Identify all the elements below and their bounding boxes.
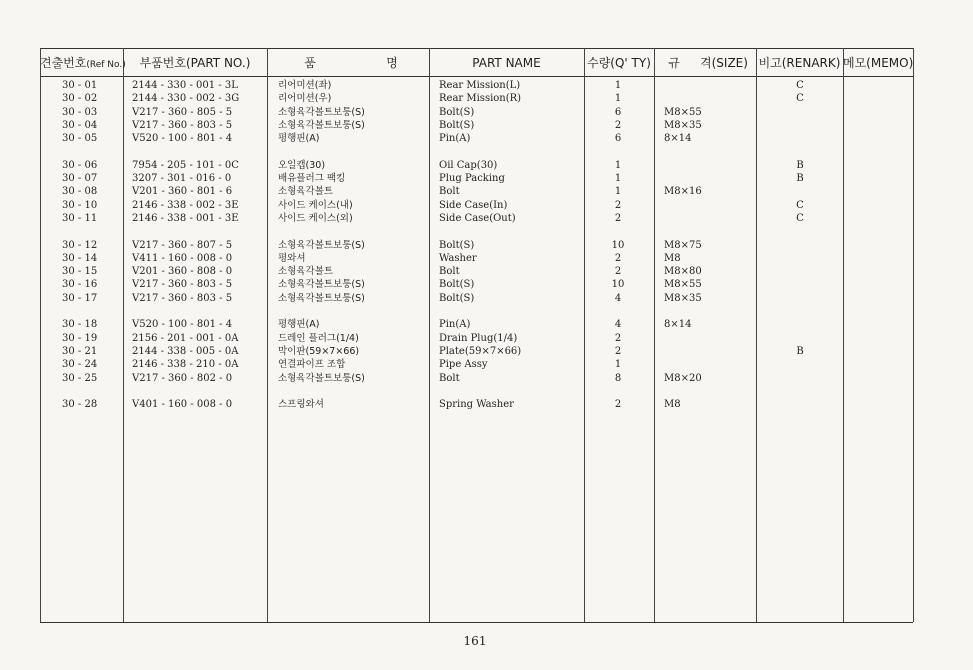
cell-korean-name: 사이드 케이스(외) — [278, 212, 353, 224]
cell-quantity: 2 — [614, 345, 622, 357]
table-row — [0, 199, 973, 212]
table-row — [0, 345, 973, 358]
cell-size: M8×20 — [664, 372, 702, 384]
cell-quantity: 2 — [614, 399, 622, 411]
cell-part-name: Bolt(S) — [439, 239, 475, 251]
cell-ref-no: 30 - 15 — [62, 266, 98, 278]
cell-part-name: Bolt — [439, 372, 460, 384]
cell-part-name: Washer — [439, 252, 477, 264]
cell-ref-no: 30 - 25 — [62, 372, 98, 384]
cell-remark: C — [796, 93, 804, 105]
cell-part-no: 2144 - 330 - 002 - 3G — [132, 93, 240, 105]
cell-quantity: 1 — [614, 359, 622, 371]
table-row — [0, 119, 973, 132]
cell-size: M8×35 — [664, 119, 702, 131]
cell-korean-name: 리어미션(좌) — [278, 80, 332, 91]
cell-size: 8×14 — [664, 133, 692, 145]
cell-part-no: 2146 - 338 - 210 - 0A — [132, 359, 239, 371]
cell-korean-name: 소형육각볼트보퉁(S) — [278, 106, 365, 118]
header-memo: 메모(MEMO) — [843, 56, 914, 70]
cell-ref-no: 30 - 17 — [62, 292, 98, 304]
cell-part-no: V217 - 360 - 807 - 5 — [132, 239, 233, 251]
table-row — [0, 332, 973, 345]
header-ref-no-sub: (Ref No.) — [86, 60, 126, 70]
cell-quantity: 4 — [614, 319, 622, 331]
cell-ref-no: 30 - 19 — [62, 332, 98, 344]
cell-quantity: 4 — [614, 292, 622, 304]
cell-part-no: V217 - 360 - 803 - 5 — [132, 279, 233, 291]
header-ref-no-label: 견출번호 — [40, 56, 87, 70]
table-row — [0, 278, 973, 291]
header-part-name: PART NAME — [472, 56, 541, 70]
cell-part-no: V401 - 160 - 008 - 0 — [132, 399, 233, 411]
cell-part-no: 2156 - 201 - 001 - 0A — [132, 332, 239, 344]
header-korean-name-2: 명 — [386, 56, 398, 70]
cell-quantity: 1 — [614, 173, 622, 185]
cell-ref-no: 30 - 11 — [62, 212, 98, 224]
header-qty: 수량(Q' TY) — [587, 56, 651, 70]
cell-size: M8×75 — [664, 239, 702, 251]
cell-size: M8×55 — [664, 106, 702, 118]
table-row — [0, 92, 973, 105]
cell-part-name: Spring Washer — [439, 399, 514, 411]
table-top-rule — [40, 48, 913, 49]
page-number: 161 — [463, 634, 487, 648]
table-row — [0, 172, 973, 185]
cell-korean-name: 연결파이프 조합 — [278, 359, 346, 371]
cell-ref-no: 30 - 06 — [62, 159, 98, 171]
cell-korean-name: 소형육각볼트 — [278, 186, 334, 198]
cell-part-name: Plug Packing — [439, 173, 505, 185]
cell-quantity: 6 — [614, 133, 622, 145]
cell-part-no: 2144 - 338 - 005 - 0A — [132, 345, 239, 357]
group-spacer — [0, 145, 973, 158]
cell-ref-no: 30 - 04 — [62, 119, 98, 131]
cell-ref-no: 30 - 28 — [62, 399, 98, 411]
cell-quantity: 1 — [614, 93, 622, 105]
cell-korean-name: 소형육각볼트보퉁(S) — [278, 292, 365, 304]
cell-korean-name: 사이드 케이스(내) — [278, 199, 353, 211]
cell-part-name: Plate(59×7×66) — [439, 345, 522, 357]
header-part-no: 부품번호(PART NO.) — [139, 56, 251, 70]
cell-part-name: Side Case(Out) — [439, 212, 516, 224]
cell-ref-no: 30 - 01 — [62, 80, 98, 91]
cell-quantity: 1 — [614, 186, 622, 198]
table-row — [0, 106, 973, 119]
cell-part-no: 2146 - 338 - 002 - 3E — [132, 199, 239, 211]
cell-part-no: V217 - 360 - 803 - 5 — [132, 119, 233, 131]
cell-korean-name: 스프링와셔 — [278, 399, 324, 411]
header-bottom-rule — [40, 76, 913, 77]
table-row — [0, 252, 973, 265]
cell-part-name: Bolt(S) — [439, 106, 475, 118]
table-row — [0, 185, 973, 198]
cell-korean-name: 오일캡(30) — [278, 159, 326, 171]
cell-quantity: 2 — [614, 199, 622, 211]
cell-part-name: Rear Mission(R) — [439, 93, 522, 105]
table-bottom-rule — [40, 622, 913, 623]
cell-part-no: 7954 - 205 - 101 - 0C — [132, 159, 239, 171]
cell-part-name: Bolt(S) — [439, 119, 475, 131]
cell-ref-no: 30 - 12 — [62, 239, 98, 251]
table-row — [0, 265, 973, 278]
cell-part-name: Rear Mission(L) — [439, 80, 521, 91]
table-row — [0, 79, 973, 92]
cell-part-no: 2144 - 330 - 001 - 3L — [132, 80, 238, 91]
table-row — [0, 132, 973, 145]
cell-ref-no: 30 - 07 — [62, 173, 98, 185]
cell-part-no: V217 - 360 - 805 - 5 — [132, 106, 233, 118]
cell-ref-no: 30 - 10 — [62, 199, 98, 211]
cell-korean-name: 배유플러그 팩킹 — [278, 173, 346, 185]
cell-remark: B — [796, 173, 804, 185]
cell-korean-name: 리어미션(우) — [278, 93, 332, 105]
cell-size: M8×35 — [664, 292, 702, 304]
cell-korean-name: 소형육각볼트 — [278, 266, 334, 278]
cell-ref-no: 30 - 16 — [62, 279, 98, 291]
cell-ref-no: 30 - 03 — [62, 106, 98, 118]
cell-korean-name: 소형육각볼트보퉁(S) — [278, 119, 365, 131]
cell-remark: C — [796, 80, 804, 91]
cell-ref-no: 30 - 08 — [62, 186, 98, 198]
table-row — [0, 372, 973, 385]
cell-size: M8×55 — [664, 279, 702, 291]
cell-part-name: Bolt — [439, 266, 460, 278]
cell-ref-no: 30 - 05 — [62, 133, 98, 145]
cell-part-no: V520 - 100 - 801 - 4 — [132, 133, 233, 145]
cell-part-name: Bolt(S) — [439, 279, 475, 291]
cell-quantity: 1 — [614, 80, 622, 91]
cell-size: 8×14 — [664, 319, 692, 331]
cell-ref-no: 30 - 21 — [62, 345, 98, 357]
cell-quantity: 2 — [614, 266, 622, 278]
header-korean-name-1: 품 — [304, 56, 316, 70]
cell-ref-no: 30 - 02 — [62, 93, 98, 105]
cell-quantity: 10 — [611, 279, 625, 291]
cell-korean-name: 소형육각볼트보퉁(S) — [278, 372, 365, 384]
table-row — [0, 358, 973, 371]
header-size-1: 규 — [668, 56, 680, 70]
cell-part-name: Pipe Assy — [439, 359, 488, 371]
cell-korean-name: 소형육각볼트보퉁(S) — [278, 239, 365, 251]
table-row — [0, 318, 973, 331]
cell-remark: B — [796, 345, 804, 357]
cell-size: M8 — [664, 252, 681, 264]
cell-korean-name: 소형육각볼트보퉁(S) — [278, 279, 365, 291]
cell-part-name: Drain Plug(1/4) — [439, 332, 518, 344]
cell-size: M8×80 — [664, 266, 702, 278]
cell-ref-no: 30 - 18 — [62, 319, 98, 331]
cell-remark: C — [796, 212, 804, 224]
cell-ref-no: 30 - 14 — [62, 252, 98, 264]
cell-part-no: V411 - 160 - 008 - 0 — [132, 252, 233, 264]
table-row — [0, 239, 973, 252]
cell-quantity: 2 — [614, 332, 622, 344]
header-size-2: 격(SIZE) — [700, 56, 748, 70]
cell-part-no: V217 - 360 - 802 - 0 — [132, 372, 233, 384]
cell-quantity: 8 — [614, 372, 622, 384]
header-ref-no — [40, 52, 126, 74]
parts-table-body — [0, 79, 973, 411]
cell-remark: B — [796, 159, 804, 171]
group-spacer — [0, 305, 973, 318]
cell-part-no: V201 - 360 - 801 - 6 — [132, 186, 233, 198]
table-row — [0, 159, 973, 172]
cell-part-name: Pin(A) — [439, 319, 471, 331]
cell-korean-name: 드레인 플러그(1/4) — [278, 332, 359, 344]
group-spacer — [0, 225, 973, 238]
cell-quantity: 2 — [614, 212, 622, 224]
cell-remark: C — [796, 199, 804, 211]
group-spacer — [0, 385, 973, 398]
cell-quantity: 2 — [614, 252, 622, 264]
cell-korean-name: 평와셔 — [278, 252, 306, 264]
cell-korean-name: 평행핀(A) — [278, 319, 320, 331]
cell-size: M8×16 — [664, 186, 702, 198]
table-row — [0, 398, 973, 411]
table-row — [0, 292, 973, 305]
cell-part-name: Oil Cap(30) — [439, 159, 498, 171]
header-remark: 비고(RENARK) — [758, 56, 841, 70]
cell-part-no: 2146 - 338 - 001 - 3E — [132, 212, 239, 224]
cell-part-name: Bolt — [439, 186, 460, 198]
cell-ref-no: 30 - 24 — [62, 359, 98, 371]
cell-korean-name: 막이판(59×7×66) — [278, 345, 360, 357]
cell-part-no: 3207 - 301 - 016 - 0 — [132, 173, 232, 185]
cell-part-no: V520 - 100 - 801 - 4 — [132, 319, 233, 331]
cell-quantity: 1 — [614, 159, 622, 171]
cell-part-name: Bolt(S) — [439, 292, 475, 304]
cell-part-no: V217 - 360 - 803 - 5 — [132, 292, 233, 304]
cell-korean-name: 평행핀(A) — [278, 133, 320, 145]
cell-part-name: Side Case(In) — [439, 199, 508, 211]
cell-size: M8 — [664, 399, 681, 411]
table-row — [0, 212, 973, 225]
cell-quantity: 10 — [611, 239, 625, 251]
cell-quantity: 6 — [614, 106, 622, 118]
cell-part-no: V201 - 360 - 808 - 0 — [132, 266, 233, 278]
cell-part-name: Pin(A) — [439, 133, 471, 145]
cell-quantity: 2 — [614, 119, 622, 131]
